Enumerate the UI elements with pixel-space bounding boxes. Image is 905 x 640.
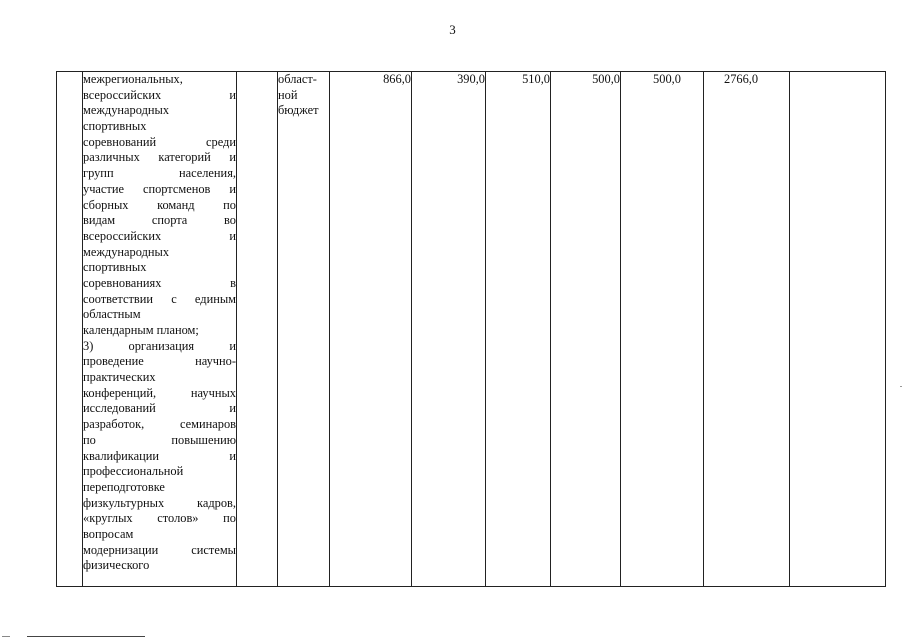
value-cell-year-4: 500,0 (551, 72, 621, 587)
description-line: переподготовке (83, 479, 165, 494)
value-cell-year-5: 500,0 (621, 72, 704, 587)
description-line: спортивных (83, 260, 147, 275)
value-cell-year-3: 510,0 (486, 72, 551, 587)
funding-source-cell (278, 72, 330, 587)
margin-mark (900, 386, 902, 387)
description-line: участие спортсменов и (83, 181, 236, 196)
description-line: конференций, научных (83, 385, 236, 400)
description-line: соответствии с единым (83, 291, 236, 306)
description-line: соревнованиях в (83, 275, 236, 290)
description-line: квалификации и (83, 448, 236, 463)
total-cell: 2766,0 (704, 72, 790, 587)
description-line: сборных команд по (83, 197, 236, 212)
description-line: областным (83, 307, 141, 322)
funding-source-line: ной (278, 87, 298, 102)
description-line: модернизации системы (83, 542, 236, 557)
funding-source-line: област- (278, 72, 317, 86)
page-number: 3 (449, 22, 456, 37)
description-line: международных (83, 103, 170, 118)
description-line: межрегиональных, (83, 72, 183, 86)
description-line: всероссийских и (83, 228, 236, 243)
description-line: соревнований среди (83, 134, 236, 149)
funding-source-line: бюджет (278, 103, 319, 118)
value-cell-year-1: 866,0 (330, 72, 412, 587)
description-line: физкультурных кадров, (83, 495, 236, 510)
description-line: групп населения, (83, 166, 236, 181)
description-line: профессиональной (83, 464, 184, 479)
program-table (56, 71, 886, 587)
description-line: всероссийских и (83, 87, 236, 102)
description-cell (83, 72, 237, 587)
description-line: международных (83, 244, 170, 259)
description-line: проведение научно- (83, 354, 236, 369)
description-line: физического (83, 558, 150, 573)
executor-cell (237, 72, 278, 587)
number-cell (57, 72, 83, 587)
description-line: вопросам (83, 526, 134, 541)
description-line: видам спорта во (83, 213, 236, 228)
description-line: разработок, семинаров (83, 417, 236, 432)
description-line: календарным планом; (83, 323, 199, 337)
table-row (57, 72, 886, 587)
description-line: 3) организация и (83, 338, 236, 353)
result-cell (790, 72, 886, 587)
description-line: по повышению (83, 432, 236, 447)
description-line: спортивных (83, 119, 147, 134)
corner-mark (2, 636, 10, 637)
description-line: «круглых столов» по (83, 511, 236, 526)
value-cell-year-2: 390,0 (412, 72, 486, 587)
description-line: практических (83, 370, 156, 385)
description-line: исследований и (83, 401, 236, 416)
description-line: различных категорий и (83, 150, 236, 165)
footnote-rule (27, 636, 145, 637)
